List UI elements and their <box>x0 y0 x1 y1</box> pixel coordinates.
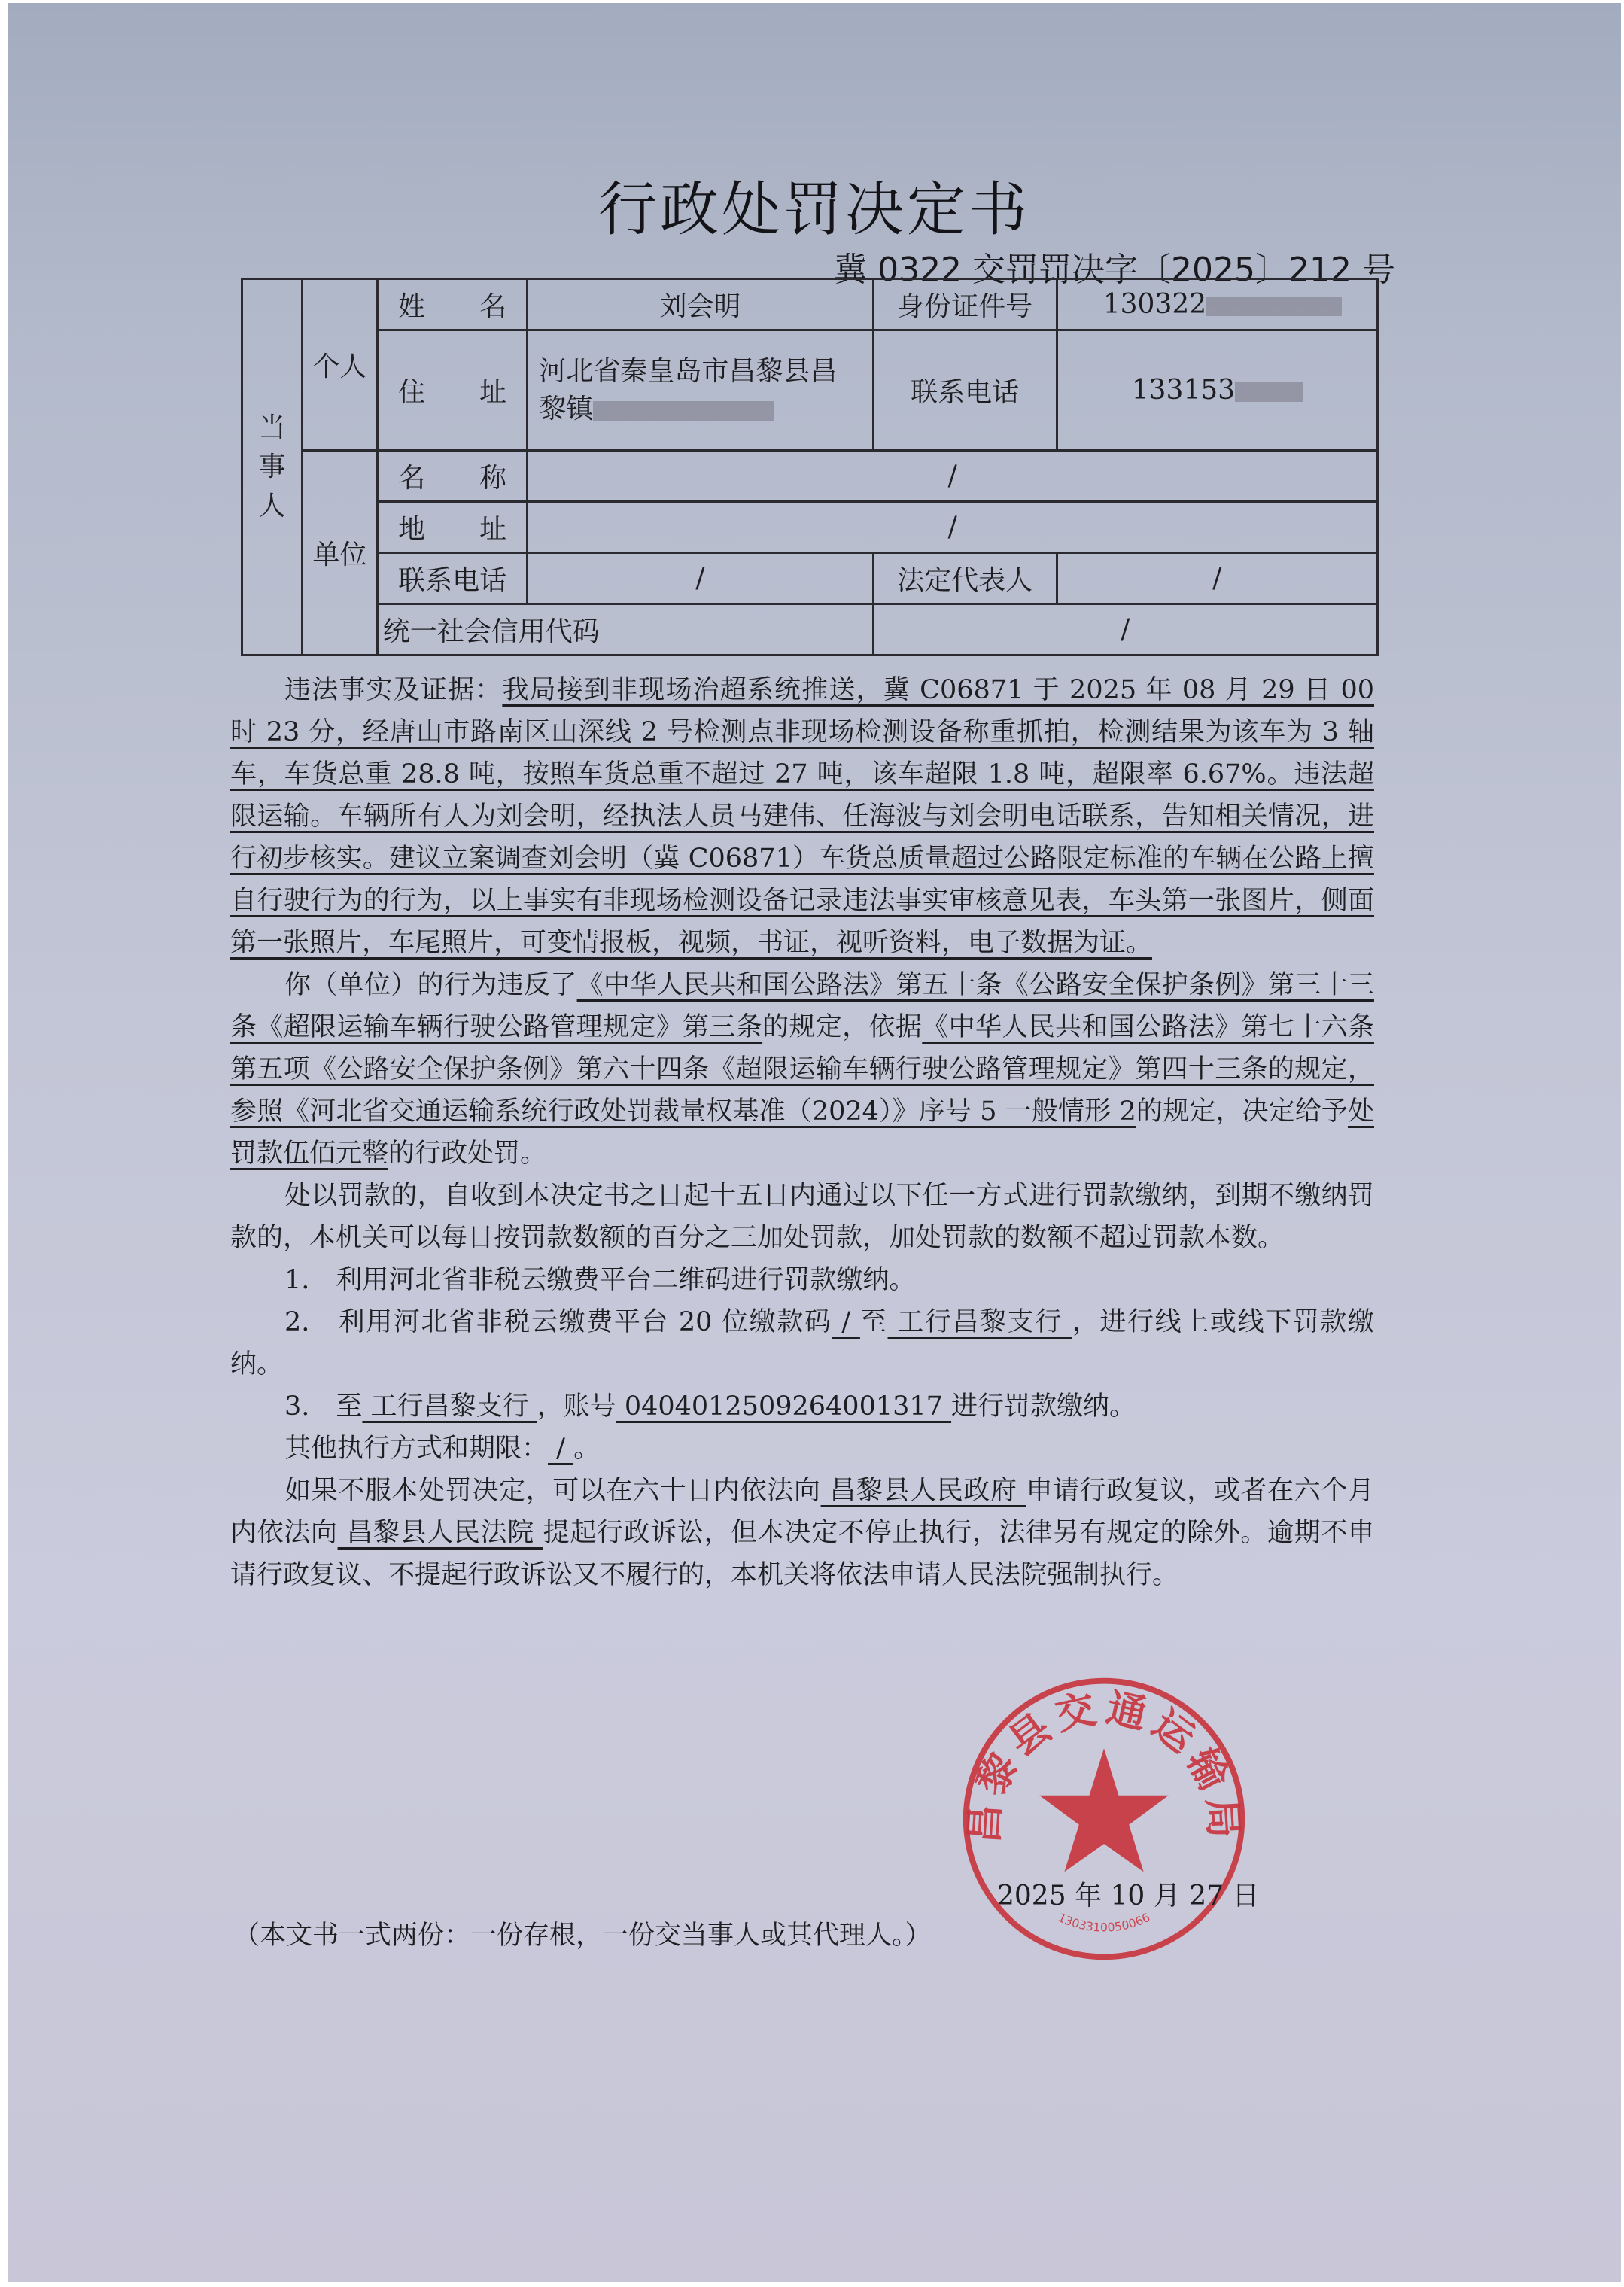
unit-name-value: / <box>528 451 1378 502</box>
decision-date: 2025 年 10 月 27 日 <box>997 1881 1260 1911</box>
credit-code-value: / <box>873 604 1377 655</box>
payment-method-3: 3. 至 工行昌黎支行 ，账号 0404012509264001317 进行罚款缴纳。 <box>284 1391 1136 1422</box>
name-label: 姓 名 <box>377 279 528 330</box>
id-value: 130322 <box>1057 279 1377 330</box>
phone-value: 133153 <box>1057 330 1377 451</box>
svg-text:1303310050066: 1303310050066 <box>1055 1910 1153 1935</box>
payment-intro: 处以罚款的，自收到本决定书之日起十五日内通过以下任一方式进行罚款缴纳，到期不缴纳罚款的，本机关可以每日按罚款数额的百分之三加处罚款，加处罚款的数额不超过罚款本数。 <box>230 1181 1374 1253</box>
facts-paragraph <box>230 669 1374 964</box>
address-value: 河北省秦皇岛市昌黎县昌黎镇 <box>528 330 873 451</box>
document-page <box>8 3 1621 2282</box>
review-authority: 昌黎县人民政府 <box>820 1476 1026 1506</box>
payment-method-2: 2. 利用河北省非税云缴费平台 20 位缴款码 / 至 工行昌黎支行 ，进行线上或线下罚款缴纳。 <box>230 1307 1374 1379</box>
unit-phone-label: 联系电话 <box>377 553 528 604</box>
document-title: 行政处罚决定书 <box>598 176 1030 244</box>
unit-name-label: 名 称 <box>377 451 528 502</box>
appeal-paragraph: 如果不服本处罚决定，可以在六十日内依法向 昌黎县人民政府 申请行政复议，或者在六个月内依法向 昌黎县人民法院 提起行政诉讼，但本决定不停止执行，法律另有规定的除外。逾期不申请行政复议、不提起行政诉讼又不履行的，本机关将依法申请人民法院强制执行。 <box>230 1476 1374 1590</box>
penalty-intro: 的规定，决定给予 <box>1136 1096 1348 1127</box>
decision-body <box>230 669 1374 1596</box>
penalty-end: 的行政处罚。 <box>388 1139 547 1169</box>
unit-address-value: / <box>528 502 1378 553</box>
other-execution: 其他执行方式和期限： / 。 <box>284 1434 601 1464</box>
redacted-block <box>1235 382 1303 402</box>
name-value: 刘会明 <box>528 279 873 330</box>
unit-label: 单位 <box>302 451 377 655</box>
redacted-block <box>1206 297 1342 316</box>
copies-note: （本文书一式两份：一份存根，一份交当事人或其代理人。） <box>233 1921 932 1951</box>
legal-rep-value: / <box>1057 553 1377 604</box>
violation-basis-intro: 的规定，依据 <box>762 1012 923 1042</box>
unit-address-label: 地 址 <box>377 502 528 553</box>
violation-paragraph <box>230 964 1374 1175</box>
violated-laws: 《中华人民共和国公路法》第五十条《公路安全保护条例》第三十三条《超限运输车辆行驶公路管理规定》第三条 <box>230 970 1374 1042</box>
party-group-label: 当事人 <box>242 279 303 655</box>
other-execution-value: / <box>548 1434 574 1464</box>
facts-text: 我局接到非现场治超系统推送，冀 C06871 于 2025 年 08 月 29 日 00 时 23 分，经唐山市路南区山深线 2 号检测点非现场检测设备称重抓拍，检测结果为该车为 3 轴车，车货总重 28.8 吨，按照车货总重不超过 27 吨，该车超限 1.8 吨，超限率 6.67%。违法超限运输。车辆所有人为刘会明，经执法人员马建伟、任海波与刘会明电话联系，告知相关情况，进行初步核实。建议立案调查刘会明（冀 C06871）车货总质量超过公路限定标准的车辆在公路上擅自行驶行为的行为，以上事实有非现场检测设备记录违法事实审核意见表，车头第一张图片，侧面第一张照片，车尾照片，可变情报板，视频，书证，视听资料，电子数据为证。 <box>230 675 1374 958</box>
address-label: 住 址 <box>377 330 528 451</box>
payment-code: / <box>832 1307 860 1337</box>
payment-method-1: 1. 利用河北省非税云缴费平台二维码进行罚款缴纳。 <box>284 1265 916 1295</box>
phone-label: 联系电话 <box>873 330 1057 451</box>
unit-phone-value: / <box>528 553 873 604</box>
basis-laws: 《中华人民共和国公路法》第七十六条第五项《公路安全保护条例》第六十四条《超限运输车辆行驶公路管理规定》第四十三条的规定，参照《河北省交通运输系统行政处罚裁量权基准（2024）》序号 5 一般情形 2 <box>230 1012 1374 1127</box>
seal-text: 昌黎县交通运输局 <box>961 1684 1247 1845</box>
document-number: 冀 0322 交罚罚决字〔2025〕212 号 <box>834 251 1395 289</box>
payment-bank: 工行昌黎支行 <box>887 1307 1072 1337</box>
id-label: 身份证件号 <box>873 279 1057 330</box>
legal-rep-label: 法定代表人 <box>873 553 1057 604</box>
payment-bank-2: 工行昌黎支行 <box>362 1391 537 1422</box>
official-seal-icon <box>957 1672 1251 1966</box>
violation-intro: 你（单位）的行为违反了 <box>284 970 577 1000</box>
party-info-table <box>241 278 1379 656</box>
credit-code-label: 统一社会信用代码 <box>377 604 873 655</box>
penalty-amount: 处罚款伍佰元整 <box>230 1096 1374 1169</box>
litigation-court: 昌黎县人民法院 <box>337 1518 543 1548</box>
redacted-block <box>593 401 774 421</box>
individual-label: 个人 <box>302 279 377 451</box>
bank-account-number: 0404012509264001317 <box>616 1391 952 1422</box>
facts-label: 违法事实及证据： <box>284 675 503 705</box>
